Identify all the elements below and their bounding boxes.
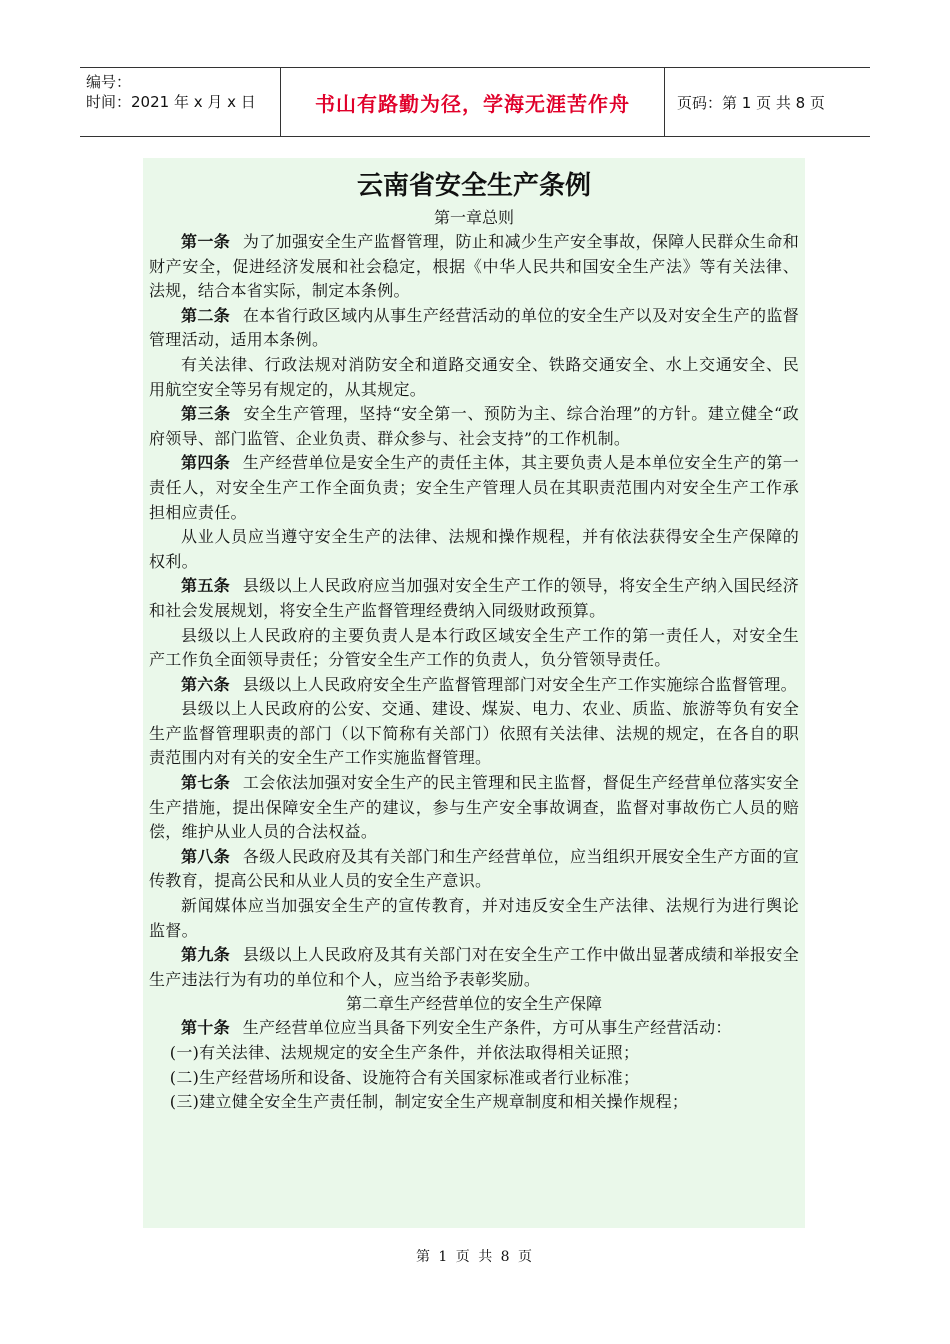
article-text: 工会依法加强对安全生产的民主管理和民主监督，督促生产经营单位落实安全生产措施，提出保障安全生产的建议，参与生产安全事故调查，监督对事故伤亡人员的赔偿，维护从业人员的合法权益。: [149, 773, 799, 842]
article-paragraph: [149, 525, 799, 574]
article-number: 第七条: [181, 773, 231, 793]
article-text: 有关法律、行政法规对消防安全和道路交通安全、铁路交通安全、水上交通安全、民用航空安全等另有规定的，从其规定。: [149, 354, 799, 399]
condition-item: (三)建立健全安全生产责任制，制定安全生产规章制度和相关操作规程；: [169, 1092, 689, 1112]
chapter2-paragraphs: [149, 1016, 799, 1041]
article-paragraph: [149, 845, 799, 894]
article-text: 县级以上人民政府应当加强对安全生产工作的领导，将安全生产纳入国民经济和社会发展规划，将安全生产监督管理经费纳入同级财政预算。: [149, 576, 799, 620]
article-number: 第六条: [181, 674, 230, 694]
article-text: 新闻媒体应当加强安全生产的宣传教育，并对违反安全生产法律、法规行为进行舆论监督。: [149, 896, 799, 940]
condition-list: [149, 1041, 799, 1115]
article-paragraph: [149, 230, 799, 304]
article-paragraph: [149, 574, 799, 623]
article-number: 第十条: [181, 1018, 230, 1038]
article-text: 县级以上人民政府的公安、交通、建设、煤炭、电力、农业、质监、旅游等负有安全生产监督管理职责的部门（以下简称有关部门）依照有关法律、法规的规定，在各自的职责范围内对有关的安全生产工作实施监督管理。: [149, 699, 799, 768]
article-text: 县级以上人民政府安全生产监督管理部门对安全生产工作实施综合监督管理。: [242, 674, 797, 694]
article-paragraph: [149, 451, 799, 525]
article-text: 从业人员应当遵守安全生产的法律、法规和操作规程，并有依法获得安全生产保障的权利。: [149, 527, 799, 571]
article-paragraph: [149, 353, 799, 402]
article-text: 县级以上人民政府及其有关部门对在安全生产工作中做出显著成绩和举报安全生产违法行为有功的单位和个人，应当给予表彰奖励。: [149, 945, 799, 989]
article-paragraph: [149, 943, 799, 992]
article-paragraph: [149, 771, 799, 845]
article-number: 第一条: [181, 232, 231, 251]
article-text: 生产经营单位应当具备下列安全生产条件，方可从事生产经营活动：: [242, 1018, 732, 1038]
condition-item: (一)有关法律、法规规定的安全生产条件，并依法取得相关证照；: [169, 1043, 640, 1062]
condition-item: (二)生产经营场所和设备、设施符合有关国家标准或者行业标准；: [169, 1067, 640, 1087]
header-motto: 书山有路勤为径，学海无涯苦作舟: [280, 68, 665, 136]
article-number: 第五条: [181, 576, 231, 596]
chapter-heading: 第二章生产经营单位的安全生产保障: [345, 994, 602, 1014]
article-paragraph: [149, 673, 799, 698]
article-paragraph: [149, 402, 799, 451]
article-paragraph: [149, 304, 799, 353]
article-paragraph: [149, 624, 799, 673]
doc-date-label: 时间：2021 年 x 月 x 日: [86, 93, 256, 111]
article-text: 在本省行政区域内从事生产经营活动的单位的安全生产以及对安全生产的监督管理活动，适用本条例。: [149, 305, 799, 350]
article-number: 第二条: [181, 305, 231, 325]
doc-number-label: 编号：: [86, 73, 132, 91]
article-text: 为了加强安全生产监督管理，防止和减少生产安全事故，保障人民群众生命和财产安全，促进经济发展和社会稳定，根据《中华人民共和国安全生产法》等有关法律、法规，结合本省实际，制定本条例。: [149, 232, 799, 301]
article-number: 第八条: [181, 846, 231, 866]
article-paragraph: [149, 697, 799, 771]
document-title: 云南省安全生产条例: [356, 171, 591, 201]
article-text: 生产经营单位是安全生产的责任主体，其主要负责人是本单位安全生产的第一责任人，对安全生产工作全面负责；安全生产管理人员在其职责范围内对安全生产工作承担相应责任。: [149, 453, 799, 522]
header-meta: [80, 68, 280, 136]
article-number: 第三条: [181, 404, 231, 424]
article-text: 各级人民政府及其有关部门和生产经营单位，应当组织开展安全生产方面的宣传教育，提高公民和从业人员的安全生产意识。: [149, 846, 799, 891]
chapter1-paragraphs: [149, 230, 799, 992]
article-paragraph: [149, 1016, 799, 1041]
article-number: 第四条: [181, 453, 231, 473]
article-text: 县级以上人民政府的主要负责人是本行政区域安全生产工作的第一责任人，对安全生产工作负全面领导责任；分管安全生产工作的负责人，负分管领导责任。: [149, 625, 799, 670]
page-header: [80, 67, 870, 137]
article-text: 安全生产管理，坚持“安全第一、预防为主、综合治理”的方针。建立健全“政府领导、部门监管、企业负责、群众参与、社会支持”的工作机制。: [149, 404, 799, 448]
chapter-heading: 第一章总则: [433, 208, 514, 227]
page-footer: 第 1 页 共 8 页: [415, 1249, 535, 1265]
document-body: [143, 158, 805, 1228]
article-paragraph: [149, 894, 799, 943]
article-number: 第九条: [181, 945, 231, 965]
header-page-label: 页码：第 1 页 共 8 页: [677, 93, 825, 112]
